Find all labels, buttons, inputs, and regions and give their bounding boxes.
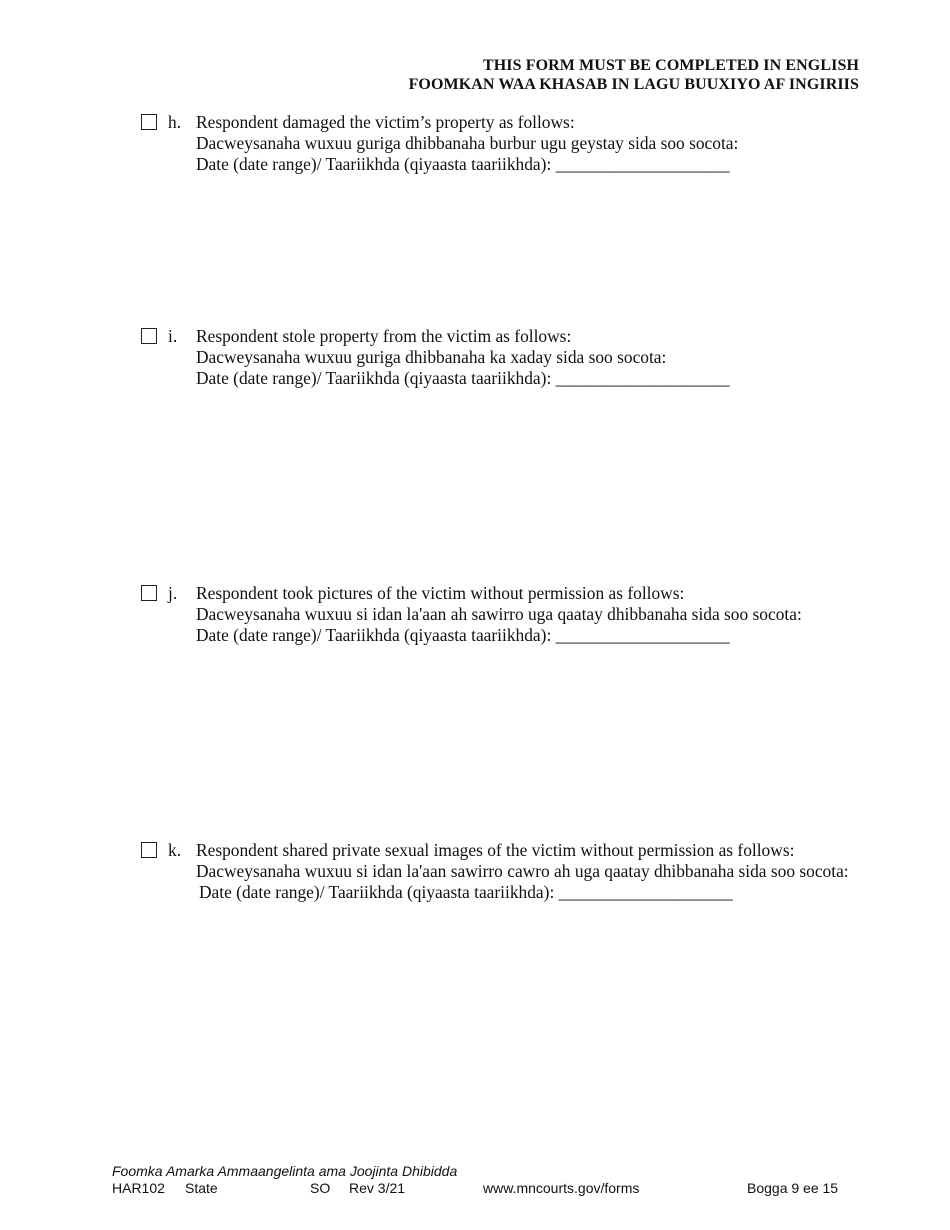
- footer-jurisdiction: State: [185, 1180, 218, 1196]
- footer-url[interactable]: www.mncourts.gov/forms: [483, 1180, 640, 1196]
- item-letter: j.: [168, 583, 178, 603]
- item-somali-text: Dacweysanaha wuxuu guriga dhibbanaha burbur ugu geystay sida soo socota:: [196, 133, 739, 153]
- item-date-field[interactable]: Date (date range)/ Taariikhda (qiyaasta taariikhda): ____________________: [196, 625, 730, 645]
- header-english-notice: THIS FORM MUST BE COMPLETED IN ENGLISH: [482, 57, 859, 74]
- footer-page-number: Bogga 9 ee 15: [747, 1180, 839, 1196]
- item-english-text: Respondent shared private sexual images of the victim without permission as follows:: [196, 840, 795, 860]
- item-somali-text: Dacweysanaha wuxuu si idan la'aan sawirro cawro ah uga qaatay dhibbanaha sida soo socota:: [196, 861, 849, 881]
- page-footer: [112, 1163, 852, 1197]
- checkbox-i[interactable]: [141, 328, 157, 344]
- footer-revision: Rev 3/21: [349, 1180, 406, 1196]
- form-header: [409, 56, 859, 94]
- item-somali-text: Dacweysanaha wuxuu guriga dhibbanaha ka xaday sida soo socota:: [196, 347, 667, 367]
- footer-meta-row: [112, 1180, 852, 1197]
- item-date-field[interactable]: Date (date range)/ Taariikhda (qiyaasta taariikhda): ____________________: [196, 368, 730, 388]
- footer-form-title: Foomka Amarka Ammaangelinta ama Joojinta Dhibidda: [112, 1163, 458, 1179]
- item-date-field[interactable]: Date (date range)/ Taariikhda (qiyaasta taariikhda): ____________________: [199, 882, 733, 902]
- checkbox-k[interactable]: [141, 842, 157, 858]
- item-letter: i.: [168, 326, 178, 346]
- item-english-text: Respondent took pictures of the victim without permission as follows:: [196, 583, 685, 603]
- item-letter: h.: [168, 112, 182, 132]
- item-somali-text: Dacweysanaha wuxuu si idan la'aan ah sawirro uga qaatay dhibbanaha sida soo socota:: [196, 604, 802, 624]
- item-english-text: Respondent damaged the victim’s property as follows:: [196, 112, 575, 132]
- header-somali-notice: FOOMKAN WAA KHASAB IN LAGU BUUXIYO AF INGIRIIS: [408, 76, 859, 93]
- checkbox-j[interactable]: [141, 585, 157, 601]
- item-english-text: Respondent stole property from the victim as follows:: [196, 326, 572, 346]
- footer-form-code: HAR102: [112, 1180, 165, 1196]
- footer-language: SO: [310, 1180, 331, 1196]
- checkbox-h[interactable]: [141, 114, 157, 130]
- item-letter: k.: [168, 840, 182, 860]
- item-date-field[interactable]: Date (date range)/ Taariikhda (qiyaasta taariikhda): ____________________: [196, 154, 730, 174]
